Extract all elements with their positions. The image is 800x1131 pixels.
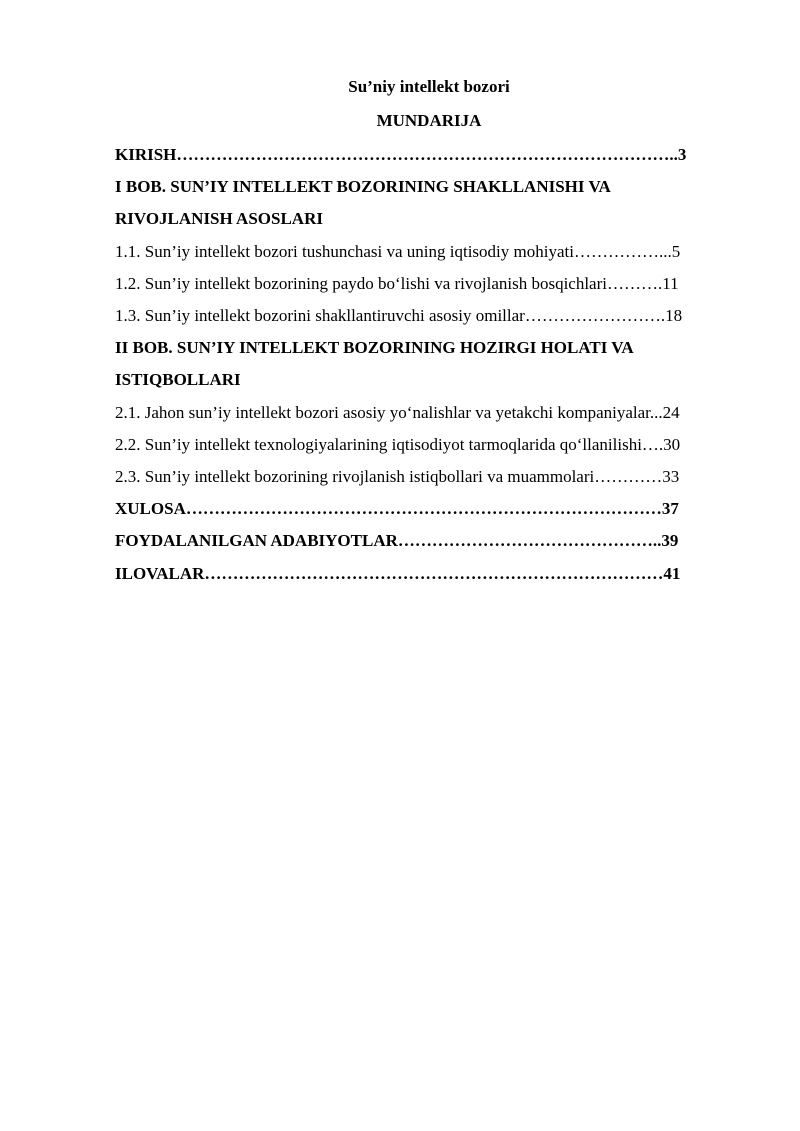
toc-entry-2-3: 2.3. Sun’iy intellekt bozorining rivojlanish istiqbollari va muammolari…………33 [115,467,680,486]
toc-entry-chapter-2: II BOB. SUN’IY INTELLEKT BOZORINING HOZIRGI HOLATI VA [115,338,634,357]
toc-entry-xulosa: XULOSA…………………………………………………………………………37 [115,499,679,518]
toc-entry-adabiyotlar: FOYDALANILGAN ADABIYOTLAR………………………………………..39 [115,531,679,550]
toc-entry-2-2: 2.2. Sun’iy intellekt texnologiyalarining iqtisodiyot tarmoqlarida qo‘llanilishi….30 [115,435,681,454]
toc-entry-chapter-1: I BOB. SUN’IY INTELLEKT BOZORINING SHAKLLANISHI VA [115,177,611,196]
document-title: Su’niy intellekt bozori [348,77,510,96]
toc-entry-kirish: KIRISH……………………………………………………………………………..3 [115,145,687,164]
toc-heading: MUNDARIJA [376,111,482,130]
toc-entry-2-1: 2.1. Jahon sun’iy intellekt bozori asosiy yo‘nalishlar va yetakchi kompaniyalar...24 [115,403,680,422]
toc-entry-1-2: 1.2. Sun’iy intellekt bozorining paydo bo‘lishi va rivojlanish bosqichlari……….11 [115,274,679,293]
toc-entry-chapter-1-cont: RIVOJLANISH ASOSLARI [115,209,323,228]
toc-entry-1-1: 1.1. Sun’iy intellekt bozori tushunchasi va uning iqtisodiy mohiyati……………...5 [115,242,681,261]
toc-entry-ilovalar: ILOVALAR………………………………………………………………………41 [115,564,681,583]
toc-entry-chapter-2-cont: ISTIQBOLLARI [115,370,241,389]
toc-entry-1-3: 1.3. Sun’iy intellekt bozorini shakllantiruvchi asosiy omillar…………………….18 [115,306,683,325]
